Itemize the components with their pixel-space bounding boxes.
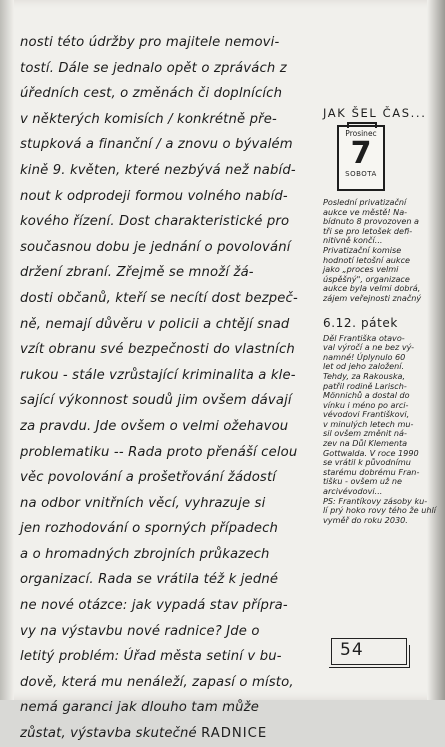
sidebar-line: se vrátil k původnímu <box>323 457 411 468</box>
text-line: tostí. Dále se jednalo opět o zprávách z <box>20 60 287 76</box>
main-handwritten-text <box>20 30 318 747</box>
sidebar-line: bídnuto 8 provozoven a <box>323 216 419 227</box>
text-line: úředních cest, o změnách či doplnících <box>20 86 283 102</box>
sidebar-line: patřil rodině Larisch- <box>323 380 407 391</box>
text-line: držení zbraní. Zřejmě se množí žá- <box>20 265 254 281</box>
calendar-weekday: SOBOTA <box>345 170 377 178</box>
text-line: organizací. Rada se vrátila též k jedné <box>20 572 279 588</box>
sidebar-line: Tehdy, za Rakouska, <box>323 370 406 381</box>
sidebar-line: tři se pro letošek defi- <box>323 225 413 236</box>
sidebar-line: tišku - ovšem už ne <box>323 476 402 487</box>
caps-word: RADNICE <box>201 726 268 742</box>
sidebar-line: arcivévodovi... <box>323 486 383 497</box>
sidebar-line: hodnotí letošní aukce <box>323 254 411 265</box>
text-line: a o hromadných zbrojních průkazech <box>20 546 270 562</box>
text-line: rukou - stále vzrůstající kriminalita a kle- <box>20 367 296 383</box>
sidebar-line: Poslední privatizační <box>323 197 407 207</box>
text-line: nemá garanci jak dlouho tam může <box>20 700 259 716</box>
calendar-month: Prosinec <box>345 129 377 138</box>
page-number-box <box>331 638 407 665</box>
sidebar-line: vévodovi Františkovi, <box>323 409 410 420</box>
text-line: vzít obranu své bezpečnosti do vlastních <box>20 342 295 358</box>
page-number: 54 <box>340 640 364 660</box>
sidebar-line: aukce byla velmi dobrá, <box>323 283 421 294</box>
sidebar-paragraph-2 <box>323 334 435 526</box>
sidebar-paragraph-1 <box>323 198 435 304</box>
sidebar-line: namné! Úplynulo 60 <box>323 351 406 362</box>
sidebar-line: Gottwalda. V roce 1990 <box>323 447 419 458</box>
calendar-icon <box>337 125 385 191</box>
text-line: jen rozhodování o sporných případech <box>20 521 279 537</box>
sidebar-line: Mönnichů a dostal do <box>323 390 410 401</box>
text-line: v některých komisích / konkrétně pře- <box>20 111 277 127</box>
sidebar-line: Privatizační komise <box>323 244 402 255</box>
text-line: problematiku -- Rada proto přenáší celou <box>20 444 298 460</box>
text-line: vy na výstavbu nové radnice? Jde o <box>20 623 260 639</box>
sidebar-line: let od jeho založení. <box>323 361 405 372</box>
sidebar-title: JAK ŠEL ČAS... <box>323 106 427 120</box>
text-line: současnou dobu je jednání o povolování <box>20 239 291 255</box>
sidebar-line: Děl Františka otavo- <box>323 332 405 343</box>
text-line: zůstat, výstavba skutečné RADNICE <box>20 726 268 742</box>
sidebar-line: nitivně končí... <box>323 235 383 246</box>
text-line: letitý problém: Úřad města setiní v bu- <box>20 649 282 665</box>
sidebar-line: zev na Důl Klementa <box>323 438 408 449</box>
sidebar-line: jako „proces velmi <box>323 264 399 275</box>
sidebar-line: vyměř do roku 2030. <box>323 514 408 525</box>
sidebar-line: starému dobrému Fran- <box>323 466 420 477</box>
sidebar-line: úspěšný", organizace <box>323 273 410 284</box>
text-line: dosti občanů, kteří se necítí dost bezpeč- <box>20 290 298 306</box>
sidebar-line: lí prý hoko rovy tého že uhlí <box>323 505 436 516</box>
text-line: kině 9. květen, které nezbývá než nabíd- <box>20 162 296 178</box>
page-gutter <box>0 0 14 700</box>
text-line: věc povolování a prošetřování žádostí <box>20 470 277 486</box>
text-line: ně, nemají důvěru v policii a chtějí snad <box>20 316 290 332</box>
text-line: stupková a finanční / a znovu o bývalém <box>20 137 293 153</box>
sidebar-line: v minulých letech mu- <box>323 418 414 429</box>
text-line: kového řízení. Dost charakteristické pro <box>20 214 290 230</box>
sidebar-line: val výročí a ne bez vý- <box>323 342 415 353</box>
sidebar-line: vínku i méno po arci- <box>323 399 409 410</box>
sidebar-line: PS: Frantíkovy zásoby ku- <box>323 495 428 506</box>
sidebar-date-heading: 6.12. pátek <box>323 315 398 330</box>
sidebar-line: aukce ve městě! Na- <box>323 206 408 217</box>
sidebar-column <box>323 106 435 525</box>
sidebar-line: sil ovšem změnit ná- <box>323 428 407 439</box>
text-line: dově, která mu nenáleží, zapasí o místo, <box>20 674 294 690</box>
text-line: nout k odprodeji formou volného nabíd- <box>20 188 288 204</box>
text-line: ne nové otázce: jak vypadá stav přípra- <box>20 598 288 614</box>
text-line: za pravdu. Jde ovšem o velmi ožehavou <box>20 418 289 434</box>
sidebar-line: zájem veřejnosti značný <box>323 292 422 303</box>
text-line: sající výkonnost soudů jim ovšem dávají <box>20 393 292 409</box>
text-line: nosti této údržby pro majitele nemovi- <box>20 35 280 50</box>
calendar-day: 7 <box>350 136 372 171</box>
text-line: na odbor vnitřních věcí, vyhrazuje si <box>20 495 266 511</box>
